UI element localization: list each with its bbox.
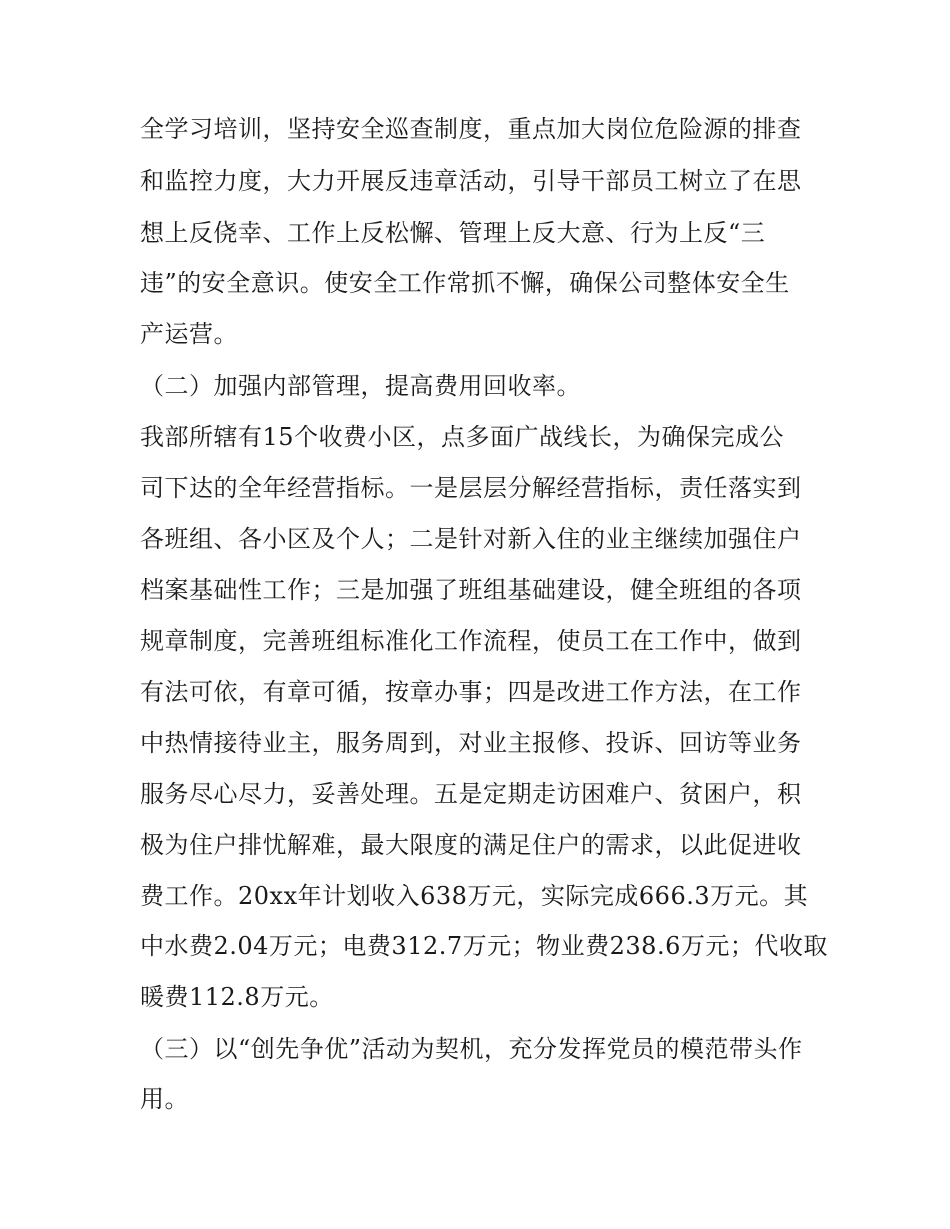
paragraph-line: 想上反侥幸、工作上反松懈、管理上反大意、行为上反“三 (140, 219, 766, 247)
section-heading: （三）以“创先争优”活动为契机，充分发挥党员的模范带头作 (140, 1035, 803, 1063)
paragraph-line: 和监控力度，大力开展反违章活动，引导干部员工树立了在思 (140, 167, 802, 195)
paragraph-line: 极为住户排忧解难，最大限度的满足住户的需求，以此促进收 (140, 831, 802, 859)
paragraph-line: 中热情接待业主，服务周到，对业主报修、投诉、回访等业务 (140, 729, 802, 757)
paragraph-line: 服务尽心尽力，妥善处理。五是定期走访困难户、贫困户，积 (140, 780, 802, 808)
paragraph-line: 有法可依，有章可循，按章办事；四是改进工作方法，在工作 (140, 678, 802, 706)
paragraph-line: 全学习培训，坚持安全巡查制度，重点加大岗位危险源的排查 (140, 115, 802, 143)
paragraph-line: 违”的安全意识。使安全工作常抓不懈，确保公司整体安全生 (140, 269, 790, 297)
paragraph-line: 各班组、各小区及个人；二是针对新入住的业主继续加强住户 (140, 525, 802, 553)
paragraph-line: 费工作。20xx年计划收入638万元，实际完成666.3万元。其 (140, 882, 809, 910)
paragraph-line: 产运营。 (140, 320, 238, 348)
paragraph-line: 规章制度，完善班组标准化工作流程，使员工在工作中，做到 (140, 627, 802, 655)
section-heading: （二）加强内部管理，提高费用回收率。 (140, 372, 581, 400)
paragraph-line: 我部所辖有15个收费小区，点多面广战线长，为确保完成公 (140, 423, 785, 451)
paragraph-line: 用。 (140, 1085, 189, 1113)
paragraph-line: 档案基础性工作；三是加强了班组基础建设，健全班组的各项 (140, 576, 802, 604)
paragraph-line: 司下达的全年经营指标。一是层层分解经营指标，责任落实到 (140, 474, 802, 502)
paragraph-line: 暖费112.8万元。 (140, 983, 334, 1011)
paragraph-line: 中水费2.04万元；电费312.7万元；物业费238.6万元；代收取 (140, 932, 828, 960)
